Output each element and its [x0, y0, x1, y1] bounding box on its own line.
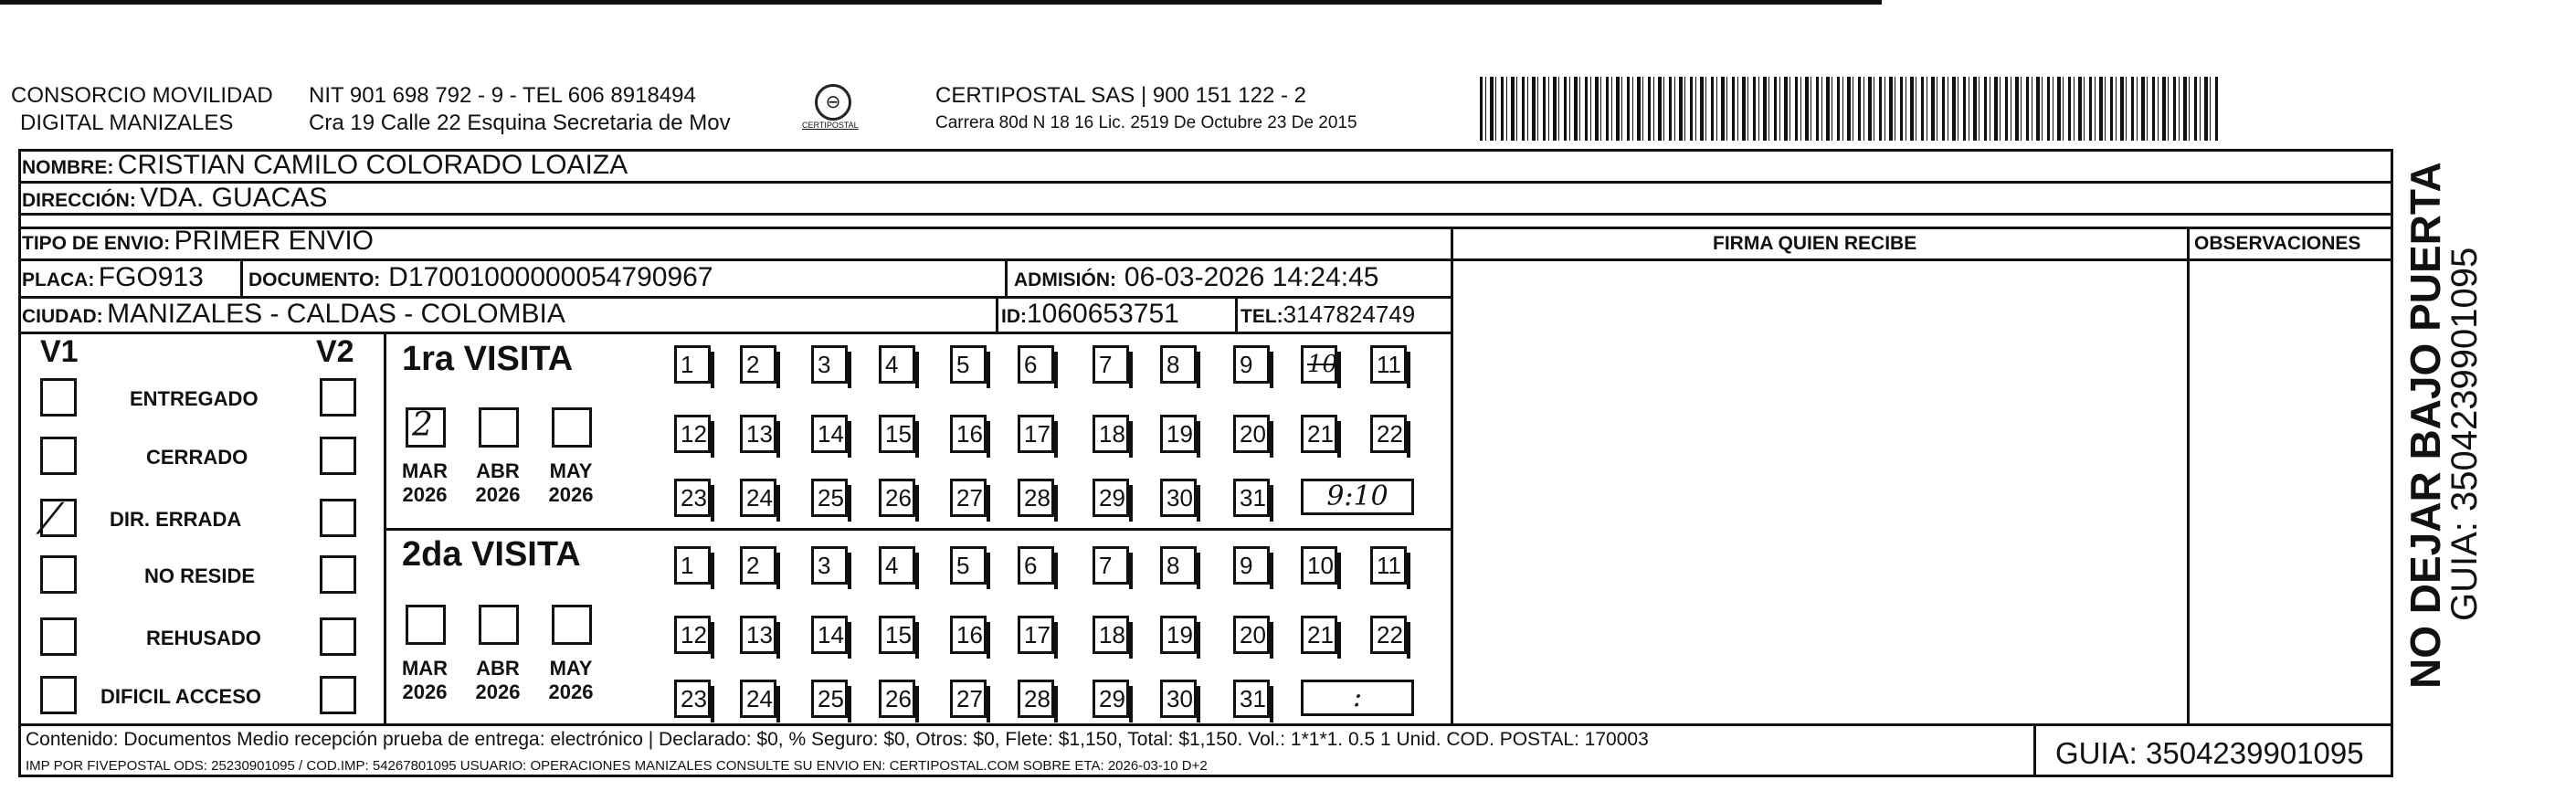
visit1-day-box[interactable]: 7 [1093, 345, 1129, 384]
visit2-month-label: MAY [549, 657, 593, 680]
v1-checkbox[interactable] [40, 555, 77, 594]
visit1-day-box[interactable]: 3 [811, 345, 848, 384]
visit2-day-box[interactable]: 30 [1160, 680, 1197, 718]
address-row: DIRECCIÓN: VDA. GUACAS [22, 183, 328, 213]
visit1-month-checkbox[interactable] [552, 407, 592, 448]
admission-row: ADMISIÓN: 06-03-2026 14:24:45 [1014, 262, 1379, 292]
visit1-day-box[interactable]: 17 [1018, 415, 1054, 453]
contents-line: Contenido: Documentos Medio recepción prueba de entrega: electrónico | Declarado: $0, % Seguro: $0, Otros: $0, Flete: $1,150, Total: $1,150. Vol.: 1*1*1. 0.5 1 Unid. COD. POSTAL: 170003 [26, 729, 1649, 750]
visit1-day-box[interactable]: 24 [740, 479, 776, 517]
visit1-month-year: 2026 [475, 483, 521, 506]
visit2-day-box[interactable]: 6 [1018, 546, 1054, 585]
v1-checkbox[interactable] [40, 617, 77, 656]
visit1-month-mark: 2 [412, 406, 433, 444]
guia-vertical: GUIA: 3504239901095 [2444, 247, 2485, 621]
company-nit-address: NIT 901 698 792 - 9 - TEL 606 8918494 Cra 19 Calle 22 Esquina Secretaria de Mov [309, 83, 731, 135]
visit1-month-label: MAY [549, 459, 593, 482]
visit1-day-box[interactable]: 1 [674, 345, 711, 384]
visit2-day-box[interactable]: 12 [674, 616, 711, 654]
visit2-day-box[interactable]: 19 [1160, 616, 1197, 654]
visit2-day-box[interactable]: 2 [740, 546, 776, 585]
visit1-day-box[interactable]: 29 [1093, 479, 1129, 517]
imp-line: IMP POR FIVEPOSTAL ODS: 25230901095 / COD.IMP: 54267801095 USUARIO: OPERACIONES MANIZALES CONSULTE SU ENVIO EN: CERTIPOSTAL.COM SOBRE ETA: 2026-03-10 D+2 [26, 758, 1208, 774]
v2-checkbox[interactable] [320, 676, 356, 714]
visit1-day-box[interactable]: 25 [811, 479, 848, 517]
visit1-day-box[interactable]: 4 [879, 345, 915, 384]
status-label: NO RESIDE [144, 564, 256, 587]
visit1-month-checkbox[interactable] [406, 407, 446, 448]
name-row: NOMBRE: CRISTIAN CAMILO COLORADO LOAIZA [22, 150, 628, 180]
observations-header: OBSERVACIONES [2194, 233, 2361, 254]
certipostal-logo-icon: ⊖ [815, 84, 851, 121]
v1-check-mark: ⁄ [47, 494, 54, 543]
visit2-day-box[interactable]: 5 [950, 546, 987, 585]
visit2-month-label: ABR [476, 657, 520, 680]
document-row: DOCUMENTO: D17001000000054790967 [248, 262, 713, 292]
status-label: REHUSADO [146, 627, 261, 649]
visit1-day-box[interactable]: 21 [1301, 415, 1337, 453]
visit1-day-box[interactable]: 9 [1233, 345, 1270, 384]
recipient-name: CRISTIAN CAMILO COLORADO LOAIZA [117, 150, 628, 180]
logo-caption: CERTIPOSTAL [802, 121, 859, 130]
visit1-day-box[interactable]: 31 [1233, 479, 1270, 517]
v1-checkbox[interactable] [40, 676, 77, 714]
visit1-title: 1ra VISITA [402, 340, 574, 378]
visit1-day-box[interactable]: 22 [1370, 415, 1407, 453]
visit2-day-box[interactable]: 27 [950, 680, 987, 718]
visit1-day-box[interactable]: 19 [1160, 415, 1197, 453]
visit1-day-box[interactable]: 12 [674, 415, 711, 453]
visit1-month-year: 2026 [402, 483, 448, 506]
visit2-day-box[interactable]: 18 [1093, 616, 1129, 654]
company-name: CONSORCIO MOVILIDAD DIGITAL MANIZALES [11, 83, 273, 135]
visit2-day-box[interactable]: 16 [950, 616, 987, 654]
visit2-day-box[interactable]: 7 [1093, 546, 1129, 585]
visit1-day-box[interactable]: 23 [674, 479, 711, 517]
v1-checkbox[interactable] [40, 437, 77, 475]
signature-header: FIRMA QUIEN RECIBE [1713, 233, 1917, 254]
v2-checkbox[interactable] [320, 555, 356, 594]
visit2-day-box[interactable]: 4 [879, 546, 915, 585]
visit2-day-box[interactable]: 28 [1018, 680, 1054, 718]
tel-row: TEL:3147824749 [1240, 301, 1416, 328]
visit2-day-box[interactable]: 14 [811, 616, 848, 654]
visit1-day-box[interactable]: 26 [879, 479, 915, 517]
recipient-address: VDA. GUACAS [140, 183, 328, 213]
visit2-month-year: 2026 [475, 680, 521, 703]
visit2-month-label: MAR [401, 657, 449, 680]
visit1-day-box[interactable]: 15 [879, 415, 915, 453]
v2-checkbox[interactable] [320, 378, 356, 417]
visit2-day-box[interactable]: 10 [1301, 546, 1337, 585]
top-rule [0, 0, 1882, 5]
v2-checkbox[interactable] [320, 437, 356, 475]
no-dejar-vertical: NO DEJAR BAJO PUERTA [2402, 162, 2449, 689]
visit2-day-box[interactable]: 23 [674, 680, 711, 718]
visit2-month-year: 2026 [548, 680, 594, 703]
visit1-day-box[interactable]: 8 [1160, 345, 1197, 384]
visit1-day-box[interactable]: 30 [1160, 479, 1197, 517]
visit2-day-box[interactable]: 15 [879, 616, 915, 654]
visit2-day-box[interactable]: 26 [879, 680, 915, 718]
visit2-day-box[interactable]: 11 [1370, 546, 1407, 585]
visit2-month-checkbox[interactable] [479, 605, 519, 645]
status-label: CERRADO [146, 446, 248, 469]
v1-checkbox[interactable] [40, 378, 77, 417]
visit1-day-box[interactable]: 11 [1370, 345, 1407, 384]
visit2-time-box[interactable]: : [1301, 680, 1414, 716]
visit1-day-box[interactable]: 14 [811, 415, 848, 453]
v2-header: V2 [316, 334, 354, 369]
visit2-day-box[interactable]: 9 [1233, 546, 1270, 585]
visit2-title: 2da VISITA [402, 535, 581, 574]
status-label: DIR. ERRADA [110, 508, 242, 531]
v1-header: V1 [40, 334, 79, 369]
guia-footer: GUIA: 3504239901095 [2055, 736, 2364, 770]
visit1-day-box[interactable]: 28 [1018, 479, 1054, 517]
label-frame [18, 149, 2393, 777]
certipostal-info: CERTIPOSTAL SAS | 900 151 122 - 2 Carrera 80d N 18 16 Lic. 2519 De Octubre 23 De 2015 [935, 83, 1357, 132]
v2-checkbox[interactable] [320, 499, 356, 537]
visit2-month-checkbox[interactable] [406, 605, 446, 645]
status-label: DIFICIL ACCESO [100, 685, 262, 708]
visit1-day-box[interactable]: 16 [950, 415, 987, 453]
visit2-day-box[interactable]: 31 [1233, 680, 1270, 718]
visit2-day-box[interactable]: 25 [811, 680, 848, 718]
visit1-day-box[interactable]: 27 [950, 479, 987, 517]
visit2-month-checkbox[interactable] [552, 605, 592, 645]
visit1-month-label: MAR [401, 459, 449, 482]
visit1-day-box[interactable]: 13 [740, 415, 776, 453]
id-row: ID:1060653751 [1001, 299, 1179, 329]
visit1-month-checkbox[interactable] [479, 407, 519, 448]
visit1-time-box[interactable]: 9:10 [1301, 479, 1414, 515]
visit2-day-box[interactable]: 3 [811, 546, 848, 585]
visit1-day-box[interactable]: 2 [740, 345, 776, 384]
v1-checkbox[interactable] [40, 494, 77, 543]
visit1-day-box[interactable]: 6 [1018, 345, 1054, 384]
visit2-day-box[interactable]: 20 [1233, 616, 1270, 654]
v2-checkbox[interactable] [320, 617, 356, 656]
visit1-month-year: 2026 [548, 483, 594, 506]
visit2-day-box[interactable]: 24 [740, 680, 776, 718]
city-row: CIUDAD: MANIZALES - CALDAS - COLOMBIA [22, 299, 565, 329]
visit1-month-label: ABR [476, 459, 520, 482]
visit1-day-box[interactable]: 18 [1093, 415, 1129, 453]
visit2-day-box[interactable]: 1 [674, 546, 711, 585]
visit2-day-box[interactable]: 17 [1018, 616, 1054, 654]
plate-row: PLACA: FGO913 [22, 262, 204, 292]
visit1-day-box[interactable]: 20 [1233, 415, 1270, 453]
visit2-day-box[interactable]: 21 [1301, 616, 1337, 654]
barcode [1480, 77, 2220, 141]
status-label: ENTREGADO [130, 387, 259, 410]
visit1-day-box[interactable]: 10 [1301, 345, 1337, 384]
visit1-day-box[interactable]: 5 [950, 345, 987, 384]
visit2-day-box[interactable]: 13 [740, 616, 776, 654]
visit2-month-year: 2026 [402, 680, 448, 703]
visit2-day-box[interactable]: 29 [1093, 680, 1129, 718]
visit2-day-box[interactable]: 22 [1370, 616, 1407, 654]
visit2-day-box[interactable]: 8 [1160, 546, 1197, 585]
send-type-row: TIPO DE ENVIO: PRIMER ENVIO [22, 226, 375, 256]
